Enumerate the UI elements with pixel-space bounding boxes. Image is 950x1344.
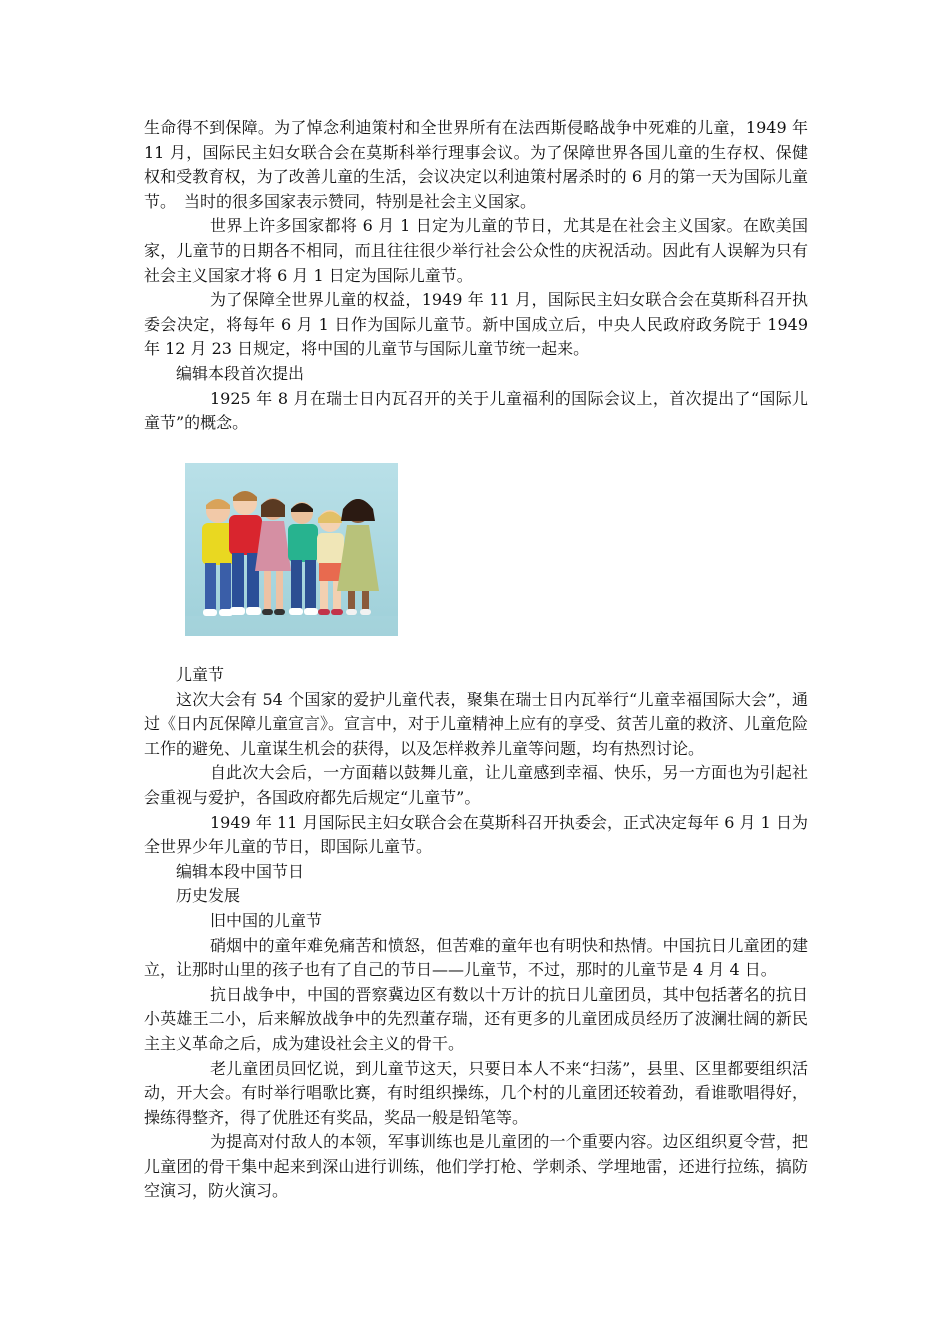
paragraph: 老儿童团员回忆说，到儿童节这天，只要日本人不来“扫荡”，县里、区里都要组织活动，开大会。有时举行唱歌比赛，有时组织操练，几个村的儿童团还较着劲，看谁歌唱得好，操练得整齐，得了优胜还有奖品，奖品一般是铅笔等。 bbox=[144, 1058, 808, 1127]
children-photo bbox=[185, 463, 398, 636]
paragraph: 1925 年 8 月在瑞士日内瓦召开的关于儿童福利的国际会议上，首次提出了“国际儿童节”的概念。 bbox=[144, 388, 808, 433]
paragraph: 为了保障全世界儿童的权益，1949 年 11 月，国际民主妇女联合会在莫斯科召开执委会决定，将每年 6 月 1 日作为国际儿童节。新中国成立后，中央人民政府政务院于 1949 年 12 月 23 日规定，将中国的儿童节与国际儿童节统一起来。 bbox=[144, 290, 808, 359]
subsection-heading: 历史发展 bbox=[176, 886, 241, 906]
top-text-section bbox=[144, 116, 808, 436]
section-heading: 编辑本段首次提出 bbox=[176, 363, 305, 383]
paragraph: 世界上许多国家都将 6 月 1 日定为儿童的节日，尤其是在社会主义国家。在欧美国家，儿童节的日期各不相同，而且往往很少举行社会公众性的庆祝活动。因此有人误解为只有社会主义国家才将 6 月 1 日定为国际儿童节。 bbox=[144, 216, 808, 285]
paragraph-continuation: 生命得不到保障。为了悼念利迪策村和全世界所有在法西斯侵略战争中死难的儿童，1949 年 11 月，国际民主妇女联合会在莫斯科举行理事会议。为了保障世界各国儿童的生存权、保健权和受教育权，为了改善儿童的生活，会议决定以利迪策村屠杀时的 6 月的第一天为国际儿童节。 当时的很多国家表示赞同，特别是社会主义国家。 bbox=[144, 118, 808, 211]
paragraph: 自此次大会后，一方面藉以鼓舞儿童，让儿童感到幸福、快乐，另一方面也为引起社会重视与爱护，各国政府都先后规定“儿童节”。 bbox=[144, 763, 808, 807]
paragraph: 1949 年 11 月国际民主妇女联合会在莫斯科召开执委会，正式决定每年 6 月 1 日为全世界少年儿童的节日，即国际儿童节。 bbox=[144, 812, 808, 857]
subsection-heading: 旧中国的儿童节 bbox=[210, 910, 323, 930]
paragraph: 为提高对付敌人的本领，军事训练也是儿童团的一个重要内容。边区组织夏令营，把儿童团的骨干集中起来到深山进行训练，他们学打枪、学刺杀、学埋地雷，还进行拉练，搞防空演习，防火演习。 bbox=[144, 1132, 808, 1201]
paragraph: 抗日战争中，中国的晋察冀边区有数以十万计的抗日儿童团员，其中包括著名的抗日小英雄王二小，后来解放战争中的先烈董存瑞，还有更多的儿童团成员经历了波澜壮阔的新民主主义革命之后，成为建设社会主义的骨干。 bbox=[144, 984, 808, 1053]
paragraph: 硝烟中的童年难免痛苦和愤怒，但苦难的童年也有明快和热情。中国抗日儿童团的建立，让那时山里的孩子也有了自己的节日——儿童节，不过，那时的儿童节是 4 月 4 日。 bbox=[144, 935, 808, 980]
image-caption: 儿童节 bbox=[176, 665, 225, 684]
paragraph: 这次大会有 54 个国家的爱护儿童代表，聚集在瑞士日内瓦举行“儿童幸福国际大会”，通过《日内瓦保障儿童宣言》。宣言中，对于儿童精神上应有的享受、贫苦儿童的救济、儿童危险工作的避免、儿童谋生机会的获得，以及怎样救养儿童等问题，均有热烈讨论。 bbox=[144, 689, 809, 758]
section-heading: 编辑本段中国节日 bbox=[176, 861, 305, 881]
bottom-text-section bbox=[144, 663, 808, 1204]
